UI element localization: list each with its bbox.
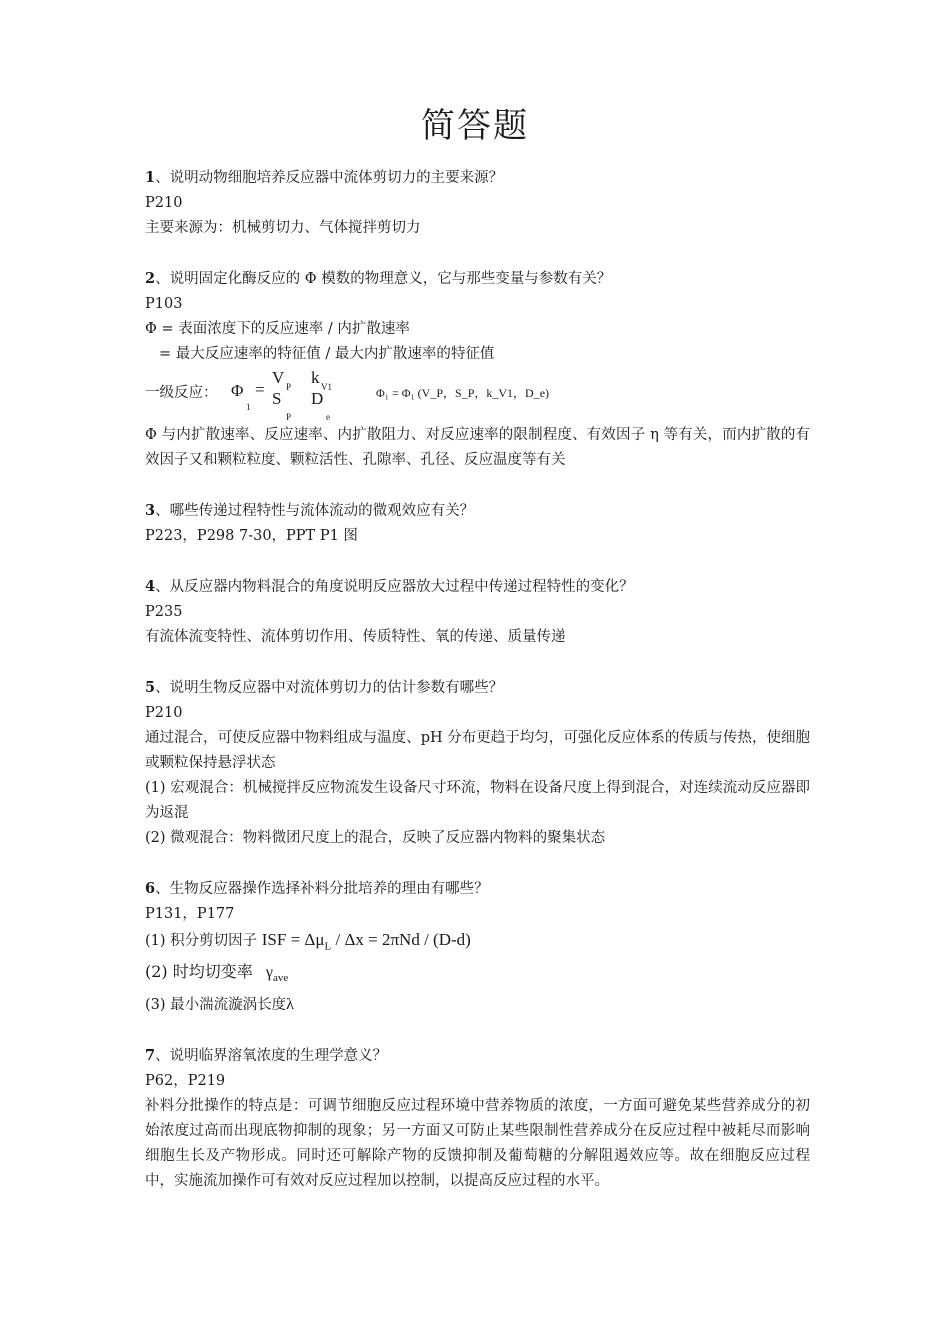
question-5 (145, 675, 810, 701)
question-number: 4 (145, 578, 156, 595)
question-text: 、生物反应器操作选择补料分批培养的理由有哪些？ (155, 881, 489, 897)
formula-phi-sub: 1 (246, 402, 251, 412)
answer-text: 有流体流变特性、流体剪切作用、传质特性、氧的传递、质量传递 (145, 629, 566, 645)
question-number: 2 (145, 270, 156, 287)
formula-s: S (272, 389, 282, 408)
formula-s-sub: P (286, 412, 292, 422)
question-number: 7 (145, 1046, 156, 1064)
lambda-symbol: λ (286, 995, 294, 1013)
page-reference: P131，P177 (145, 906, 235, 922)
formula-d-sub: e (326, 412, 330, 422)
question-text: 、说明生物反应器中对流体剪切力的估计参数有哪些？ (155, 680, 504, 696)
page-title: 简答题 (421, 106, 529, 146)
list-item (145, 927, 810, 959)
formula-d: D (311, 389, 324, 408)
item-label: (2) 时均切变率 (145, 962, 253, 982)
answer-text: Φ 与内扩散速率、反应速率、内扩散阻力、对反应速率的限制程度、有效因子 η 等有关，而内扩散的有效因子又和颗粒粒度、颗粒活性、孔隙率、孔径、反应温度等有关 (145, 427, 810, 468)
definition-line-1: Φ = 表面浓度下的反应速率 / 内扩散速率 (145, 321, 410, 337)
question-3 (145, 498, 810, 524)
item-label: (1) 积分剪切因子 (145, 933, 258, 949)
isf-formula: ISF = $\Delta\mu_L / \Delta x = 2\pi Nd / (D-d)$ (261, 930, 471, 953)
formula-label: 一级反应： (145, 385, 218, 401)
formula-v: V (272, 368, 285, 387)
question-text: 、说明固定化酶反应的 Φ 模数的物理意义，它与那些变量与参数有关？ (155, 271, 612, 287)
list-item (145, 992, 810, 1018)
list-item (145, 959, 810, 991)
list-item: (2) 微观混合：物料微团尺度上的混合，反映了反应器内物料的聚集状态 (145, 830, 606, 846)
page-reference: P210 (145, 705, 183, 721)
question-number: 5 (145, 679, 156, 696)
question-text: 、从反应器内物料混合的角度说明反应器放大过程中传递过程特性的变化？ (155, 579, 634, 595)
question-number: 6 (145, 880, 156, 897)
formula-k: k (311, 368, 320, 387)
page-reference: P103 (145, 296, 183, 312)
question-6 (145, 876, 810, 902)
question-number: 3 (145, 502, 156, 519)
formula-phi: Φ (231, 381, 244, 400)
answer-text: 通过混合，可使反应器中物料组成与温度、pH 分布更趋于均匀，可强化反应体系的传质与传热，使细胞或颗粒保持悬浮状态 (145, 730, 810, 771)
document-body (145, 165, 810, 1194)
shear-rate-symbol: $\gamma_{ave}$ (265, 964, 289, 985)
question-7 (145, 1043, 810, 1069)
question-text: 、说明动物细胞培养反应器中流体剪切力的主要来源？ (155, 170, 504, 186)
question-1 (145, 165, 810, 191)
question-text: 、哪些传递过程特性与流体流动的微观效应有关？ (155, 503, 475, 519)
page-reference: P235 (145, 604, 183, 620)
formula-function: Φ₁ = Φ₁ (V_P，S_P，k_V1，D_e) (376, 386, 550, 400)
page-reference: P210 (145, 195, 183, 211)
list-item: (1) 宏观混合：机械搅拌反应物流发生设备尺寸环流，物料在设备尺度上得到混合，对连续流动反应器即为返混 (145, 780, 810, 821)
formula-equals: = (255, 380, 265, 399)
question-text: 、说明临界溶氧浓度的生理学意义？ (155, 1047, 388, 1064)
formula-k-sub: V1 (321, 382, 332, 392)
answer-text: 主要来源为：机械剪切力、气体搅拌剪切力 (145, 220, 421, 236)
definition-line-2: = 最大反应速率的特征值 / 最大内扩散速率的特征值 (159, 346, 495, 362)
item-label: (3) 最小湍流漩涡长度 (145, 996, 287, 1013)
question-4 (145, 574, 810, 600)
page-reference: P62，P219 (145, 1072, 226, 1089)
question-2 (145, 266, 810, 292)
question-number: 1 (145, 169, 156, 186)
page-reference: P223，P298 7-30，PPT P1 图 (145, 528, 358, 544)
formula-v-sub: P (286, 382, 292, 392)
thiele-modulus-formula (145, 367, 810, 423)
answer-text: 补料分批操作的特点是：可调节细胞反应过程环境中营养物质的浓度，一方面可避免某些营养成分的初始浓度过高而出现底物抑制的现象；另一方面又可防止某些限制性营养成分在反应过程中被耗尽而影响细胞生长及产物形成。同时还可解除产物的反馈抑制及葡萄糖的分解阻遏效应等。故在细胞反应过程中，实施流加操作可有效对反应过程加以控制，以提高反应过程的水平。 (145, 1097, 810, 1189)
